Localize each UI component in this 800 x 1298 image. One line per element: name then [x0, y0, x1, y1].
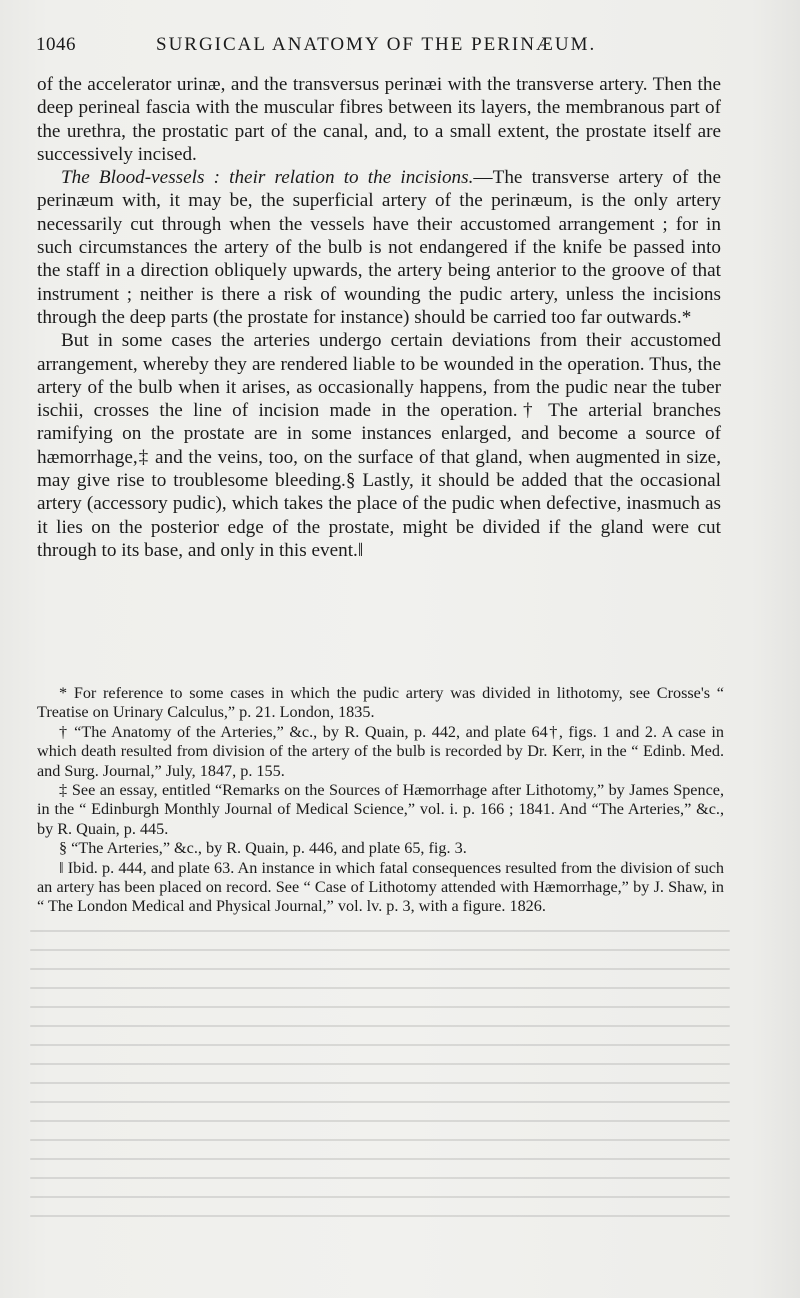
paragraph-2: [37, 166, 721, 329]
paragraph-3: But in some cases the arteries undergo certain deviations from their accustomed arrangement, whereby they are rendered liable to be wounded in the operation. Thus, the artery of the bulb when it arises, as occasionally happens, from the pudic near the tuber ischii, crosses the line of incision made in the operation.† The arterial branches ramifying on the prostate are in some instances enlarged, and become a source of hæmorrhage,‡ and the veins, too, on the surface of that gland, when augmented in size, may give rise to troublesome bleeding.§ Lastly, it should be added that the occasional artery (accessory pudic), which takes the place of the pudic when defective, inasmuch as it lies on the posterior edge of the prostate, might be divided if the gland were cut through to its base, and only in this event.‖: [37, 330, 721, 561]
footnote-parallel: ‖ Ibid. p. 444, and plate 63. An instance in which fatal consequences resulted from the division of such an artery has been placed on record. See “ Case of Lithotomy attended with Hæmorrhage,” by J. Shaw, in “ The London Medical and Physical Journal,” vol. lv. p. 3, with a figure. 1826.: [37, 858, 724, 916]
footnote-section: § “The Arteries,” &c., by R. Quain, p. 446, and plate 65, fig. 3.: [59, 839, 467, 858]
show-through-text: [30, 930, 730, 1250]
footnote-double-dagger: ‡ See an essay, entitled “Remarks on the Sources of Hæmorrhage after Lithotomy,” by James Spence, in the “ Edinburgh Monthly Journal of Medical Science,” vol. i. p. 166 ; 1841. And “The Arteries,” &c., by R. Quain, p. 445.: [37, 781, 724, 838]
paragraph-1: of the accelerator urinæ, and the transversus perinæi with the transverse artery. Then the deep perineal fascia with the muscular fibres between its layers, the membranous part of the urethra, the prostatic part of the canal, and, to a small extent, the prostate itself are successively incised.: [37, 74, 721, 165]
paragraph-2-heading: The Blood-vessels : their relation to the incisions.: [61, 167, 474, 189]
footnotes: [37, 684, 724, 917]
footnote-asterisk: * For reference to some cases in which the pudic artery was divided in lithotomy, see Crosse's “ Treatise on Urinary Calculus,” p. 21. London, 1835.: [37, 684, 724, 722]
main-text: [37, 73, 721, 562]
paragraph-2-text: —The transverse artery of the perinæum with, it may be, the superficial artery of the perinæum, is the only artery necessarily cut through when the vessels have their accustomed arrangement ; for in such circumstances the artery of the bulb is not endangered if the knife be passed into the staff in a direction obliquely upwards, the artery being anterior to the groove of that instrument ; neither is there a risk of wounding the pudic artery, unless the incisions through the deep parts (the prostate for instance) should be carried too far outwards.*: [37, 167, 721, 328]
footnote-dagger: † “The Anatomy of the Arteries,” &c., by R. Quain, p. 442, and plate 64†, figs. 1 and 2. A case in which death resulted from division of the artery of the bulb is recorded by Dr. Kerr, in the “ Edinb. Med. and Surg. Journal,” July, 1847, p. 155.: [37, 722, 724, 780]
running-head: SURGICAL ANATOMY OF THE PERINÆUM.: [156, 34, 597, 55]
page-number: 1046: [36, 34, 76, 55]
page-header: [36, 30, 764, 58]
